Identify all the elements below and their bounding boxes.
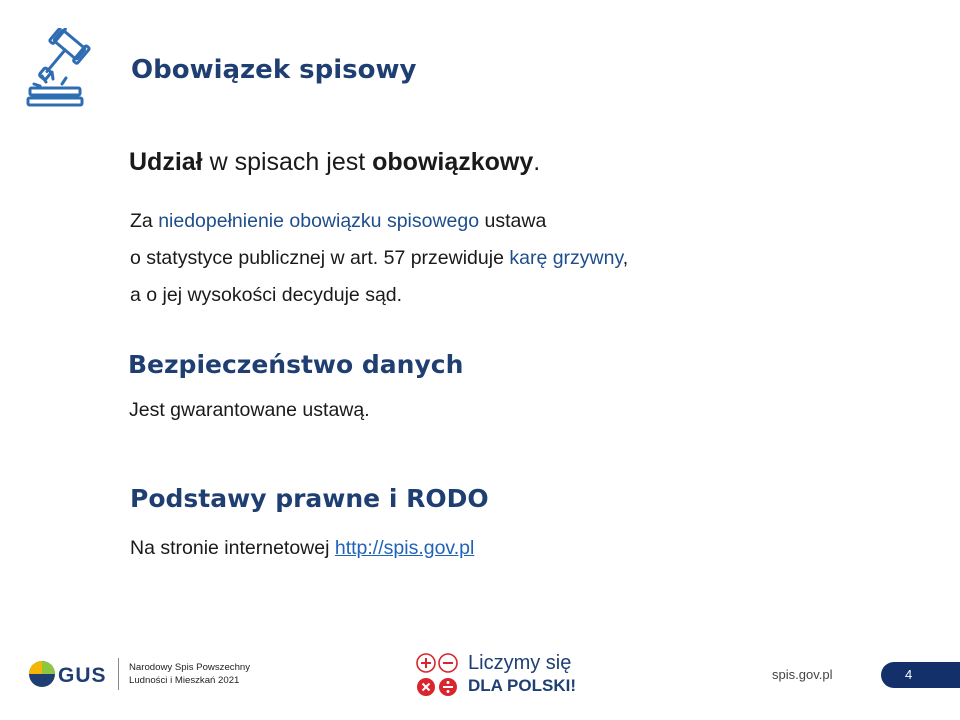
legal-text: Na stronie internetowej xyxy=(130,537,335,559)
footer-divider xyxy=(118,658,119,690)
penalty-text: Za xyxy=(130,210,159,232)
page-title: Obowiązek spisowy xyxy=(131,55,417,85)
gus-logo-text: GUS xyxy=(58,664,107,687)
penalty-highlight: niedopełnienie obowiązku spisowego xyxy=(158,210,480,232)
gus-caption-line-1: Narodowy Spis Powszechny xyxy=(129,662,251,673)
legal-text-line xyxy=(130,537,474,560)
slogan-line-1: Liczymy się xyxy=(468,652,572,674)
penalty-text: , xyxy=(622,247,629,269)
gavel-icon xyxy=(22,28,108,110)
slogan-line-2: DLA POLSKI! xyxy=(468,676,576,695)
page-number-badge xyxy=(881,662,960,688)
penalty-line-2 xyxy=(130,240,850,277)
legal-heading: Podstawy prawne i RODO xyxy=(130,484,489,513)
penalty-text: o statystyce publicznej w art. 57 przewiduje xyxy=(130,247,510,269)
slogan xyxy=(468,651,576,697)
math-signs-icon xyxy=(414,651,460,699)
page-number: 4 xyxy=(905,667,913,682)
gus-caption-line-2: Ludności i Mieszkań 2021 xyxy=(129,675,240,686)
gus-logo xyxy=(28,656,112,692)
obligation-end: . xyxy=(533,148,541,176)
penalty-paragraph xyxy=(130,203,850,314)
penalty-line-1 xyxy=(130,203,850,240)
penalty-fine-highlight: karę grzywny xyxy=(509,247,623,269)
penalty-text: ustawa xyxy=(479,210,547,232)
obligation-statement xyxy=(129,148,540,177)
obligation-mid: w spisach jest xyxy=(202,148,373,176)
obligation-bold-2: obowiązkowy xyxy=(372,148,534,176)
security-heading: Bezpieczeństwo danych xyxy=(128,350,464,379)
obligation-bold-1: Udział xyxy=(129,148,203,176)
gus-caption xyxy=(129,661,250,687)
spis-link[interactable]: http://spis.gov.pl xyxy=(334,537,475,559)
site-url: spis.gov.pl xyxy=(772,667,833,682)
penalty-line-3: a o jej wysokości decyduje sąd. xyxy=(130,284,403,306)
security-text: Jest gwarantowane ustawą. xyxy=(129,399,370,421)
